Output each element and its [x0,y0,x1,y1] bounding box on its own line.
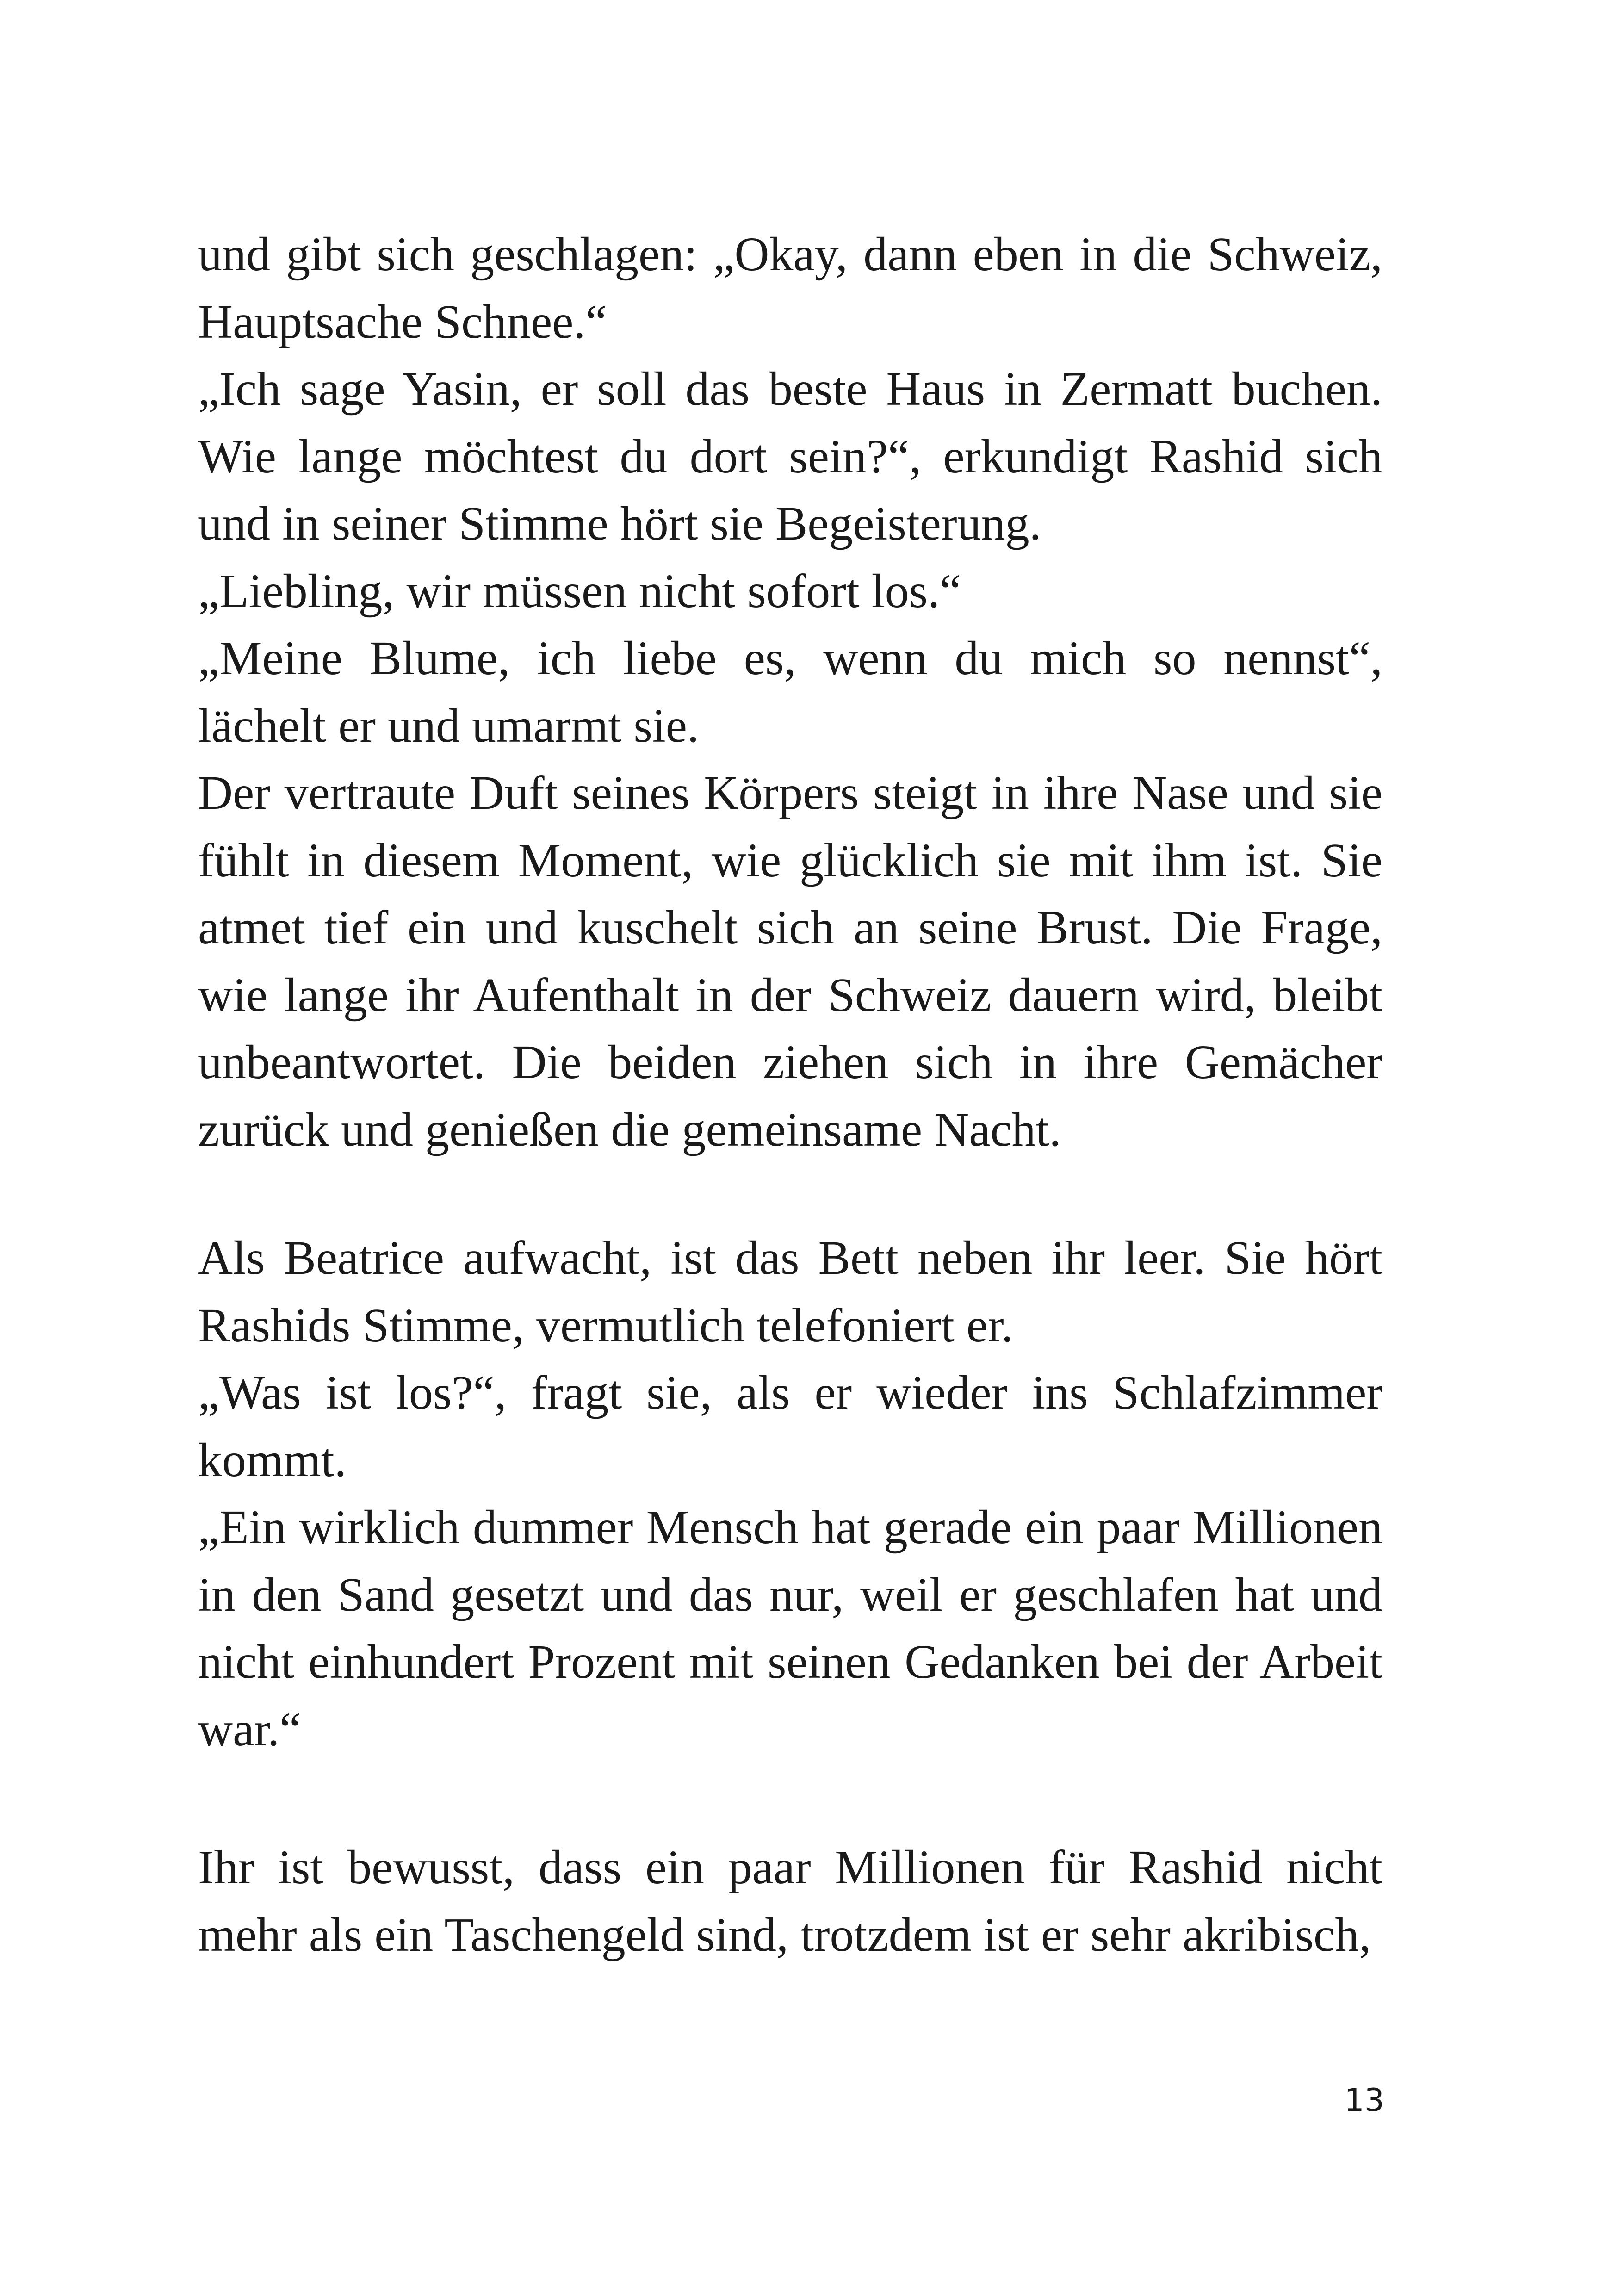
paragraph: „Ein wirklich dummer Mensch hat gerade ein paar Millionen in den Sand gesetzt und das nur, weil er geschlafen hat und nicht einhundert Prozent mit seinen Gedanken bei der Arbeit war.“ [198,1501,1382,1756]
paragraph: „Ich sage Yasin, er soll das beste Haus in Zermatt buchen. Wie lange möchtest du dort sein?“, erkundigt Rashid sich und in seiner Stimme hört sie Begeisterung. [198,362,1382,550]
text-section-3 [198,1834,1382,1968]
paragraph: „Meine Blume, ich liebe es, wenn du mich so nennst“, lächelt er und umarmt sie. [198,632,1382,752]
paragraph: „Liebling, wir müssen nicht sofort los.“ [198,564,961,618]
text-section-2 [198,1224,1382,1763]
paragraph: und gibt sich geschlagen: „Okay, dann eben in die Schweiz, Hauptsache Schnee.“ [198,228,1382,348]
paragraph: „Was ist los?“, fragt sie, als er wieder ins Schlafzimmer kommt. [198,1366,1382,1487]
paragraph: Ihr ist bewusst, dass ein paar Millionen für Rashid nicht mehr als ein Taschengeld sind, trotzdem ist er sehr akribisch, [198,1841,1382,1961]
text-section-1 [198,221,1382,1163]
paragraph: Der vertraute Duft seines Körpers steigt in ihre Nase und sie fühlt in diesem Moment, wie glücklich sie mit ihm ist. Sie atmet tief ein und kuschelt sich an seine Brust. Die Frage, wie lange ihr Aufenthalt in der Schweiz dauern wird, bleibt unbeantwortet. Die beiden ziehen sich in ihre Gemächer zurück und genießen die gemeinsame Nacht. [198,766,1382,1156]
paragraph: Als Beatrice aufwacht, ist das Bett neben ihr leer. Sie hört Rashids Stimme, vermutlich telefoniert er. [198,1231,1382,1352]
page-number: 13 [1344,2082,1384,2119]
